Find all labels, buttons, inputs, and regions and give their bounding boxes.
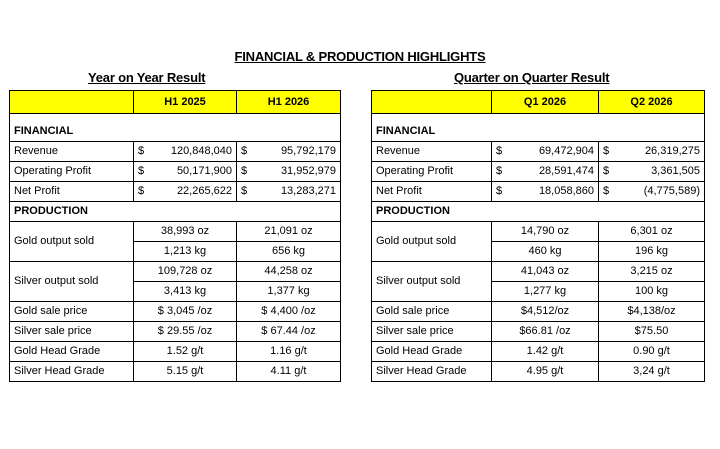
column-header: H1 2025	[134, 91, 237, 114]
value-cell	[492, 162, 599, 182]
value-cell: 1.16 g/t	[237, 342, 341, 362]
value-cell	[237, 142, 341, 162]
currency: $	[603, 165, 610, 177]
value-cell: 1,213 kg	[134, 242, 237, 262]
currency: $	[603, 185, 610, 197]
value-cell	[599, 182, 705, 202]
amount: 18,058,860	[538, 185, 594, 197]
value-cell: 1,277 kg	[492, 282, 599, 302]
value-cell: $ 4,400 /oz	[237, 302, 341, 322]
value-cell: 0.90 g/t	[599, 342, 705, 362]
currency: $	[241, 165, 248, 177]
header-blank	[10, 91, 134, 114]
value-cell: 41,043 oz	[492, 262, 599, 282]
amount: 50,171,900	[176, 165, 232, 177]
section-label-financial: FINANCIAL	[10, 122, 341, 142]
table-row	[372, 322, 705, 342]
quarter-on-quarter-table	[371, 90, 705, 382]
amount: 3,361,505	[651, 165, 700, 177]
row-label: Net Profit	[372, 182, 492, 202]
value-cell	[599, 142, 705, 162]
amount: 28,591,474	[538, 165, 594, 177]
value-cell: 1,377 kg	[237, 282, 341, 302]
table-row	[10, 182, 341, 202]
row-label: Gold Head Grade	[372, 342, 492, 362]
table-row	[10, 222, 341, 242]
table-row	[10, 362, 341, 382]
value-cell: 4.11 g/t	[237, 362, 341, 382]
value-cell: 5.15 g/t	[134, 362, 237, 382]
amount: 69,472,904	[538, 145, 594, 157]
value-cell	[599, 162, 705, 182]
value-cell: 1.42 g/t	[492, 342, 599, 362]
value-cell: 14,790 oz	[492, 222, 599, 242]
table-row	[372, 302, 705, 322]
amount: 120,848,040	[170, 145, 232, 157]
table-row	[10, 142, 341, 162]
column-header: Q2 2026	[599, 91, 705, 114]
value-cell: $ 3,045 /oz	[134, 302, 237, 322]
table-row	[10, 322, 341, 342]
row-label: Silver Head Grade	[10, 362, 134, 382]
header-blank	[372, 91, 492, 114]
value-cell: 656 kg	[237, 242, 341, 262]
spacer	[10, 114, 341, 123]
value-cell: $4,138/oz	[599, 302, 705, 322]
currency: $	[241, 145, 248, 157]
page-title: FINANCIAL & PRODUCTION HIGHLIGHTS	[234, 49, 486, 64]
section-label-production: PRODUCTION	[10, 202, 341, 222]
value-cell	[492, 182, 599, 202]
currency: $	[138, 165, 145, 177]
table-row	[372, 262, 705, 282]
currency: $	[603, 145, 610, 157]
table-row	[10, 262, 341, 282]
value-cell: $ 67.44 /oz	[237, 322, 341, 342]
value-cell: 3,24 g/t	[599, 362, 705, 382]
value-cell	[134, 142, 237, 162]
table-row	[10, 342, 341, 362]
amount: 31,952,979	[280, 165, 336, 177]
table-row	[372, 222, 705, 242]
row-label: Gold Head Grade	[10, 342, 134, 362]
value-cell: 3,215 oz	[599, 262, 705, 282]
currency: $	[496, 165, 503, 177]
table-row	[10, 302, 341, 322]
value-cell: 1.52 g/t	[134, 342, 237, 362]
table-row	[372, 162, 705, 182]
amount: (4,775,589)	[643, 185, 700, 197]
table-row	[10, 202, 341, 222]
amount: 95,792,179	[280, 145, 336, 157]
amount: 13,283,271	[280, 185, 336, 197]
table-row	[372, 362, 705, 382]
value-cell: 4.95 g/t	[492, 362, 599, 382]
table-row	[372, 142, 705, 162]
currency: $	[496, 185, 503, 197]
row-label: Operating Profit	[372, 162, 492, 182]
table-row	[372, 182, 705, 202]
spacer-row	[372, 114, 705, 123]
value-cell: $4,512/oz	[492, 302, 599, 322]
spacer-row	[10, 114, 341, 123]
column-header: Q1 2026	[492, 91, 599, 114]
row-label: Gold sale price	[372, 302, 492, 322]
row-label: Silver Head Grade	[372, 362, 492, 382]
row-label: Revenue	[372, 142, 492, 162]
value-cell: 3,413 kg	[134, 282, 237, 302]
row-label: Operating Profit	[10, 162, 134, 182]
year-on-year-title: Year on Year Result	[88, 70, 206, 85]
row-label: Net Profit	[10, 182, 134, 202]
amount: 22,265,622	[176, 185, 232, 197]
value-cell	[134, 182, 237, 202]
table-row	[372, 202, 705, 222]
value-cell: $75.50	[599, 322, 705, 342]
table-header-row	[10, 91, 341, 114]
value-cell: 6,301 oz	[599, 222, 705, 242]
value-cell	[134, 162, 237, 182]
currency: $	[496, 145, 503, 157]
value-cell: 21,091 oz	[237, 222, 341, 242]
spacer	[372, 114, 705, 123]
value-cell	[237, 182, 341, 202]
table-header-row	[372, 91, 705, 114]
section-label-financial: FINANCIAL	[372, 122, 705, 142]
currency: $	[241, 185, 248, 197]
value-cell	[237, 162, 341, 182]
row-label: Silver sale price	[10, 322, 134, 342]
currency: $	[138, 185, 145, 197]
table-row	[10, 162, 341, 182]
column-header: H1 2026	[237, 91, 341, 114]
section-row	[372, 122, 705, 142]
value-cell: 109,728 oz	[134, 262, 237, 282]
row-label: Silver sale price	[372, 322, 492, 342]
value-cell: $66.81 /oz	[492, 322, 599, 342]
year-on-year-table	[9, 90, 341, 382]
value-cell: $ 29.55 /oz	[134, 322, 237, 342]
row-label: Gold output sold	[10, 222, 134, 262]
quarter-on-quarter-title: Quarter on Quarter Result	[454, 70, 610, 85]
amount: 26,319,275	[644, 145, 700, 157]
table-row	[372, 342, 705, 362]
row-label: Silver output sold	[372, 262, 492, 302]
value-cell	[492, 142, 599, 162]
value-cell: 460 kg	[492, 242, 599, 262]
section-label-production: PRODUCTION	[372, 202, 705, 222]
value-cell: 196 kg	[599, 242, 705, 262]
section-row	[10, 122, 341, 142]
value-cell: 38,993 oz	[134, 222, 237, 242]
row-label: Revenue	[10, 142, 134, 162]
currency: $	[138, 145, 145, 157]
value-cell: 44,258 oz	[237, 262, 341, 282]
row-label: Gold output sold	[372, 222, 492, 262]
value-cell: 100 kg	[599, 282, 705, 302]
row-label: Silver output sold	[10, 262, 134, 302]
row-label: Gold sale price	[10, 302, 134, 322]
